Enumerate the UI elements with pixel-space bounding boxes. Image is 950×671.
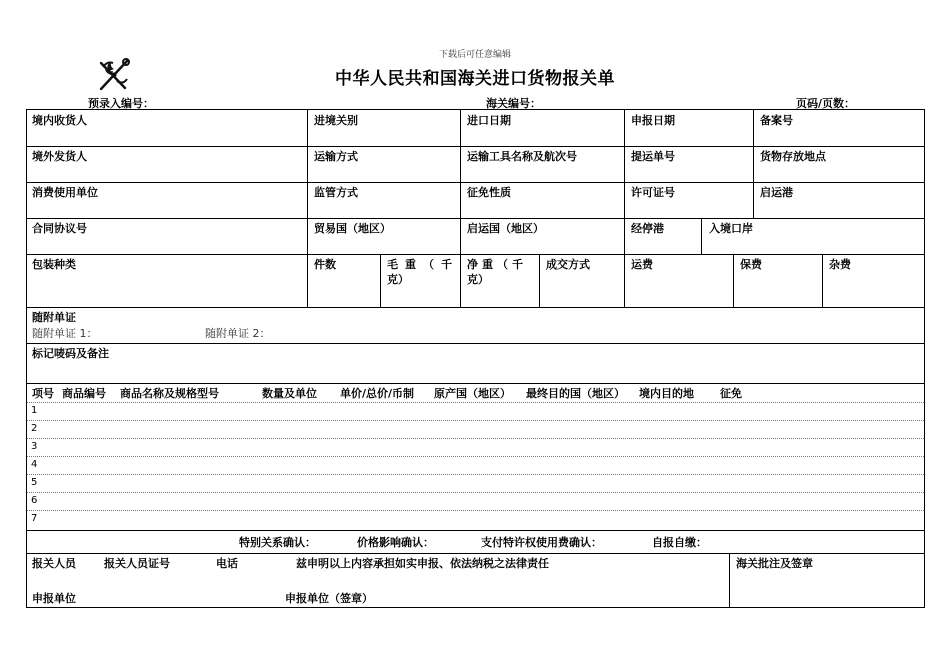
exemption-nature-field[interactable]: 征免性质 — [467, 186, 511, 199]
goods-row-7[interactable]: 7 — [31, 513, 38, 524]
entry-customs-field[interactable]: 进境关别 — [314, 114, 358, 127]
col-price-currency: 单价/总价/币制 — [340, 387, 415, 400]
customs-number-label: 海关编号： — [486, 97, 541, 110]
attached-docs-label: 随附单证 — [32, 311, 76, 324]
pieces-field[interactable]: 件数 — [314, 258, 336, 271]
transit-port-field[interactable]: 经停港 — [631, 222, 664, 235]
price-impact-confirm[interactable]: 价格影响确认： — [357, 536, 434, 549]
departure-port-field[interactable]: 启运港 — [760, 186, 793, 199]
col-domestic-destination: 境内目的地 — [639, 387, 694, 400]
freight-field[interactable]: 运费 — [631, 258, 653, 271]
goods-row-1[interactable]: 1 — [31, 405, 38, 416]
trade-country-field[interactable]: 贸易国（地区） — [314, 222, 391, 235]
net-weight-field[interactable]: 净重（千 — [467, 258, 527, 271]
col-commodity-name: 商品名称及规格型号 — [120, 387, 219, 400]
misc-fee-field[interactable]: 杂费 — [829, 258, 851, 271]
attached-doc-2-field[interactable]: 随附单证 2： — [205, 327, 271, 340]
col-duty: 征免 — [720, 387, 742, 400]
overseas-consignor-field[interactable]: 境外发货人 — [32, 150, 87, 163]
declarant-cert-field[interactable]: 报关人员证号 — [104, 557, 170, 570]
departure-country-field[interactable]: 启运国（地区） — [467, 222, 544, 235]
phone-field[interactable]: 电话 — [216, 557, 238, 570]
record-number-field[interactable]: 备案号 — [760, 114, 793, 127]
goods-row-3[interactable]: 3 — [31, 441, 38, 452]
customs-approval-label: 海关批注及签章 — [736, 557, 813, 570]
marks-remarks-field[interactable]: 标记唛码及备注 — [32, 347, 109, 360]
entry-port-field[interactable]: 入境口岸 — [709, 222, 753, 235]
royalty-payment-confirm[interactable]: 支付特许权使用费确认： — [481, 536, 602, 549]
declaring-unit-seal-field[interactable]: 申报单位（签章） — [285, 592, 373, 605]
goods-row-4[interactable]: 4 — [31, 459, 38, 470]
supervision-mode-field[interactable]: 监管方式 — [314, 186, 358, 199]
attached-doc-1-field[interactable]: 随附单证 1： — [32, 327, 98, 340]
col-origin-country: 原产国（地区） — [434, 387, 511, 400]
declaration-date-field[interactable]: 申报日期 — [631, 114, 675, 127]
col-commodity-code: 商品编号 — [62, 387, 106, 400]
storage-location-field[interactable]: 货物存放地点 — [760, 150, 826, 163]
pre-entry-number-label: 预录入编号： — [88, 97, 154, 110]
license-number-field[interactable]: 许可证号 — [631, 186, 675, 199]
self-declare-pay[interactable]: 自报自缴： — [652, 536, 707, 549]
consumer-unit-field[interactable]: 消费使用单位 — [32, 186, 98, 199]
special-relationship-confirm[interactable]: 特别关系确认： — [239, 536, 316, 549]
bill-of-lading-field[interactable]: 提运单号 — [631, 150, 675, 163]
legal-statement: 兹申明以上内容承担如实申报、依法纳税之法律责任 — [296, 557, 549, 570]
import-date-field[interactable]: 进口日期 — [467, 114, 511, 127]
vessel-voyage-field[interactable]: 运输工具名称及航次号 — [467, 150, 577, 163]
insurance-field[interactable]: 保费 — [740, 258, 762, 271]
declarant-field[interactable]: 报关人员 — [32, 557, 76, 570]
transport-mode-field[interactable]: 运输方式 — [314, 150, 358, 163]
contract-number-field[interactable]: 合同协议号 — [32, 222, 87, 235]
deal-mode-field[interactable]: 成交方式 — [546, 258, 590, 271]
net-weight-unit: 克） — [467, 273, 489, 286]
packing-type-field[interactable]: 包装种类 — [32, 258, 76, 271]
gross-weight-unit: 克） — [387, 273, 409, 286]
goods-row-5[interactable]: 5 — [31, 477, 38, 488]
download-note: 下载后可任意编辑 — [438, 50, 511, 60]
col-quantity-unit: 数量及单位 — [262, 387, 317, 400]
goods-row-6[interactable]: 6 — [31, 495, 38, 506]
domestic-consignee-field[interactable]: 境内收货人 — [32, 114, 87, 127]
col-item-no: 项号 — [32, 387, 54, 400]
page-number-label: 页码/页数： — [796, 97, 856, 110]
declaring-unit-field[interactable]: 申报单位 — [32, 592, 76, 605]
page-title: 中华人民共和国海关进口货物报关单 — [335, 69, 615, 89]
gross-weight-field[interactable]: 毛重（千 — [387, 258, 459, 271]
goods-row-2[interactable]: 2 — [31, 423, 38, 434]
col-destination-country: 最终目的国（地区） — [526, 387, 625, 400]
